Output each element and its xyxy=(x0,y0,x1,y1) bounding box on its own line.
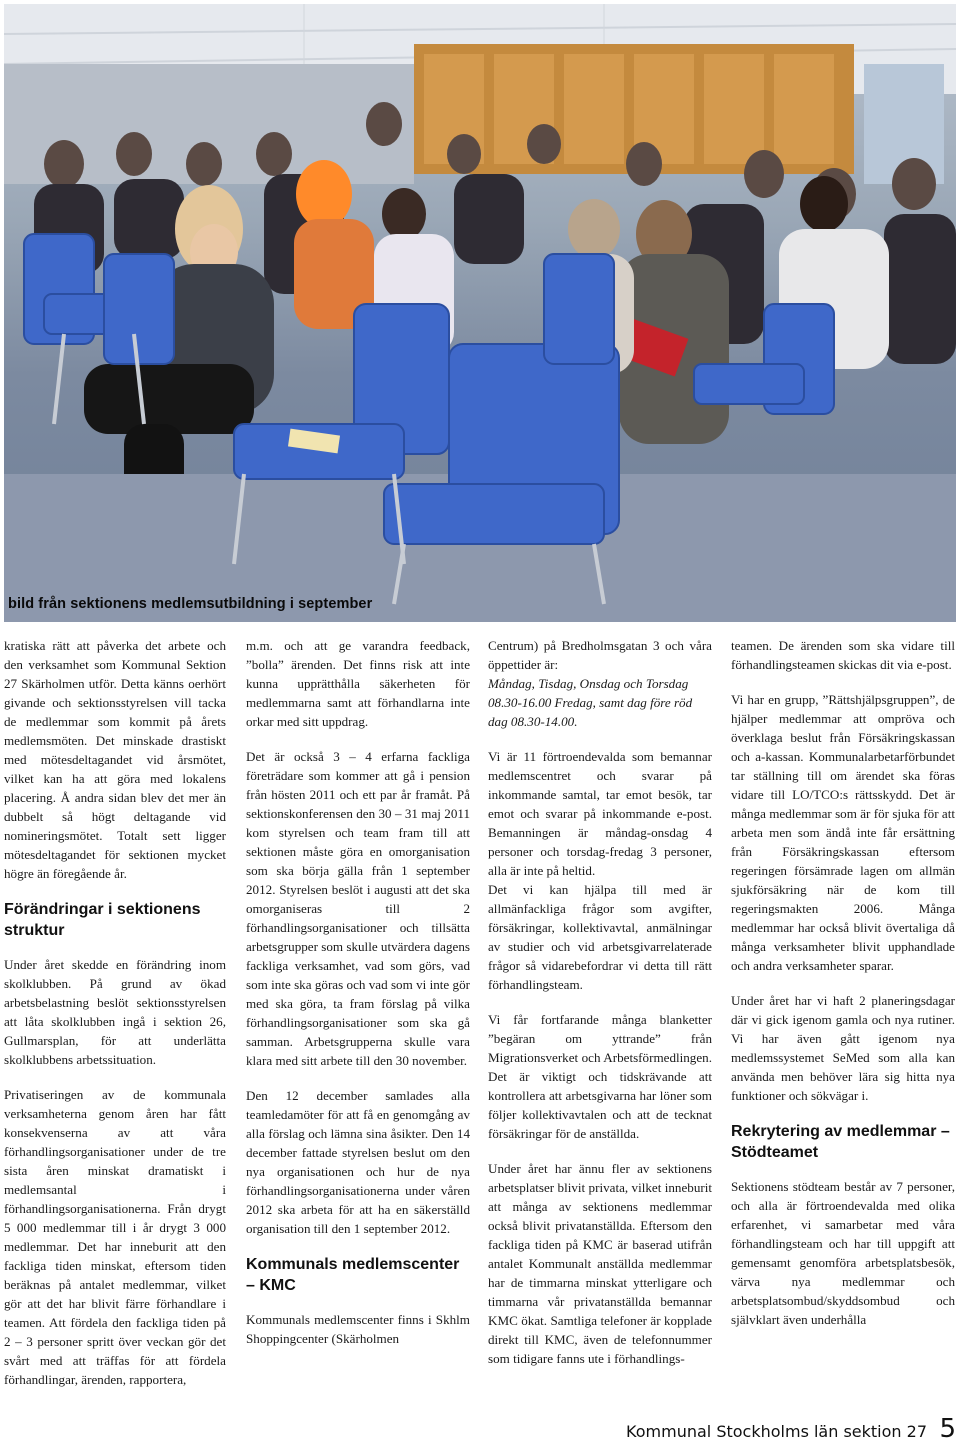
photograph xyxy=(4,4,956,622)
paragraph: Under året har vi haft 2 planeringsdagar där vi gick igenom gamla och nya rutiner. Vi har även gått igenom nya medlemssystemet SeMed som alla kan använda men behöver lära sig hitta nya funktioner och sökvägar i. xyxy=(731,993,955,1103)
footer-publication: Kommunal Stockholms län sektion 27 xyxy=(626,1422,927,1441)
section-heading: Förändringar i sektionens struktur xyxy=(4,901,201,939)
paragraph: Under året skedde en förändring inom skolklubben. På grund av ökad arbetsbelastning beslöt sektionsstyrelsen att låta skolklubben ingå i sektion 26, Gullmarsplan, för att underlätta skolklubbens arbetssituation. xyxy=(4,957,226,1067)
paragraph: m.m. och att ge varandra feedback, ”bolla” ärenden. Det finns risk att inte kunna upprätthålla säkerheten för medlemmarna samt att förhandlarna inte orkar med sitt uppdrag. xyxy=(246,638,470,729)
section-heading: Rekrytering av medlemmar – Stödteamet xyxy=(731,1123,950,1161)
opening-hours: Måndag, Tisdag, Onsdag och Torsdag 08.30-16.00 Fredag, samt dag före röd dag 08.30-14.00. xyxy=(488,676,693,729)
text-column-4 xyxy=(731,636,955,1329)
paragraph: Vi har en grupp, ”Rättshjälpsgruppen”, de hjälper medlemmar att ompröva och överklaga beslut från Försäkringskassan och a-kassan. Kommunalarbetarförbundet tar ställning till om ärendet ska föras vidare till LO/TCO:s rättsskydd. Det är många medlemmar som är för sjuka för att arbeta men som ändå inte får ersättning från Försäkringskassan eftersom regeringen försämrade lagen om allmän sjukförsäkring när de kom till regeringsmakten 2006. Många medlemmar har också blivit övertaliga då många verksamheter blivit upphandlade och andra verksamheter sparar. xyxy=(731,692,955,973)
text-column-3 xyxy=(488,636,712,1368)
text-column-2 xyxy=(246,636,470,1348)
paragraph: Den 12 december samlades alla teamledamöter för att få en genomgång av alla förslag och lämna sina åsikter. Den 14 december fattade styrelsen beslut om den nya organisationen och hur de nya förhandlingsorganisationerna under våren 2012 ska arbeta för att ha en säkerställd organisation till den 1 september 2012. xyxy=(246,1088,470,1236)
paragraph: Under året har ännu fler av sektionens arbetsplatser blivit privata, vilket inneburit att många av sektionens medlemmar också blivit privatanställda. Eftersom den fackliga tiden på KMC är baserad utifrån antalet Kommunalt anställda medlemmar har de timmarna minskat ytterligare och timmarna vår privatanställda bemannar KMC ökat. Samtliga telefoner är kopplade direkt till KMC, även de telefonnummer som tidigare fanns ute i förhandlings- xyxy=(488,1161,712,1366)
paragraph: Kommunals medlemscenter finns i Skhlm Shoppingcenter (Skärholmen xyxy=(246,1312,470,1346)
text-column-1 xyxy=(4,636,226,1389)
paragraph: Vi är 11 förtroendevalda som bemannar medlemscentret och svarar på inkommande samtal, tar emot besök, tar emot och svarar på inkommande e-post. Bemanningen är måndag-onsdag 4 personer och torsdag-fredag 3 personer, alla är inte på heltid. xyxy=(488,749,712,878)
paragraph: teamen. De ärenden som ska vidare till förhandlingsteamen skickas dit via e-post. xyxy=(731,638,955,672)
page-number: 5 xyxy=(939,1414,956,1444)
paragraph: Det är också 3 – 4 erfarna fackliga företrädare som kommer att gå i pension från hösten 2011 och ett par år framåt. På sektionskonferensen den 30 – 31 maj 2011 kom styrelsen och team fram till att sektionen måste göra en omorganisation som ska börja gälla från 1 september 2012. Styrelsen beslöt i augusti att det ska omorganiseras till 2 förhandlingsorganisationer och tillsätta arbetsgrupper som skulle utvärdera dagens fackliga verksamhet, vad som görs, vad som inte ska göras och vad som vi inte gör med ska göra, ta fram förslag på vilka förhandlingsorganisationer som ska gå samman. Arbetsgrupperna skulle vara klara med sitt arbete till den 30 november. xyxy=(246,749,470,1068)
paragraph: Sektionens stödteam består av 7 personer, och alla är förtroendevalda med olika erfarenhet, vi samarbetar med våra förhandlingsteam och har till uppgift att gemensamt genomföra arbetsplatsbesök, värva nya medlemmar och arbetsplatsombud/skyddsombud och självklart även underhålla xyxy=(731,1179,955,1327)
paragraph: Privatiseringen av de kommunala verksamheterna genom åren har fått konsekvenserna av att våra förhandlingsorganisationer under de tre sista åren minskat dramatiskt i medlemsantal i förhandlingsorganisationerna. Från drygt 5 000 medlemmar till i år drygt 3 000 medlemmar. Det har inneburit att den fackliga tiden minskat, eftersom tiden beräknas på antalet medlemmar, vilket gör att det har blivit färre förhandlare i teamen. Att fördela den fackliga tiden på 2 – 3 personer spritt över veckan gör det svårt med att träffas för att fördela förhandlingar, ärenden, rapportera, xyxy=(4,1087,226,1387)
photo-caption: bild från sektionens medlemsutbildning i september xyxy=(8,596,373,612)
paragraph: Centrum) på Bredholmsgatan 3 och våra öppettider är: xyxy=(488,638,712,672)
meeting-photo xyxy=(4,4,956,622)
section-heading: Kommunals medlemscenter – KMC xyxy=(246,1256,460,1294)
paragraph: Det vi kan hjälpa till med är allmänfackliga frågor som avgifter, försäkringar, kollektivavtal, anmälningar av studier och vid arbetsgivarrelaterade frågor så vidarebefordrar vi detta till rätt förhandlingsteam. xyxy=(488,882,712,992)
paragraph: kratiska rätt att påverka det arbete och den verksamhet som Kommunal Sektion 27 Skärholmen utför. Detta känns oerhört givande och sektionsstyrelsen vill tacka de medlemmar som kommit på årets medlemsmöten. Det minskade drastiskt med mötesdeltagandet vid årsmötet, vilket kan ha att göra med lokalens placering. Å andra sidan blev det mer än dubbelt så högt deltagande vid nomineringsmötet. Totalt sett ligger mötesdeltagandet för sektionen mycket högre än föregående år. xyxy=(4,638,226,881)
paragraph: Vi får fortfarande många blanketter ”begäran om yttrande” från Migrationsverket och Arbetsförmedlingen. Det är viktigt och tidskrävande att kontrollera att arbetsgivarna har löner som följer kollektivavtalen och att de tecknat försäkringar för de anställda. xyxy=(488,1012,712,1141)
